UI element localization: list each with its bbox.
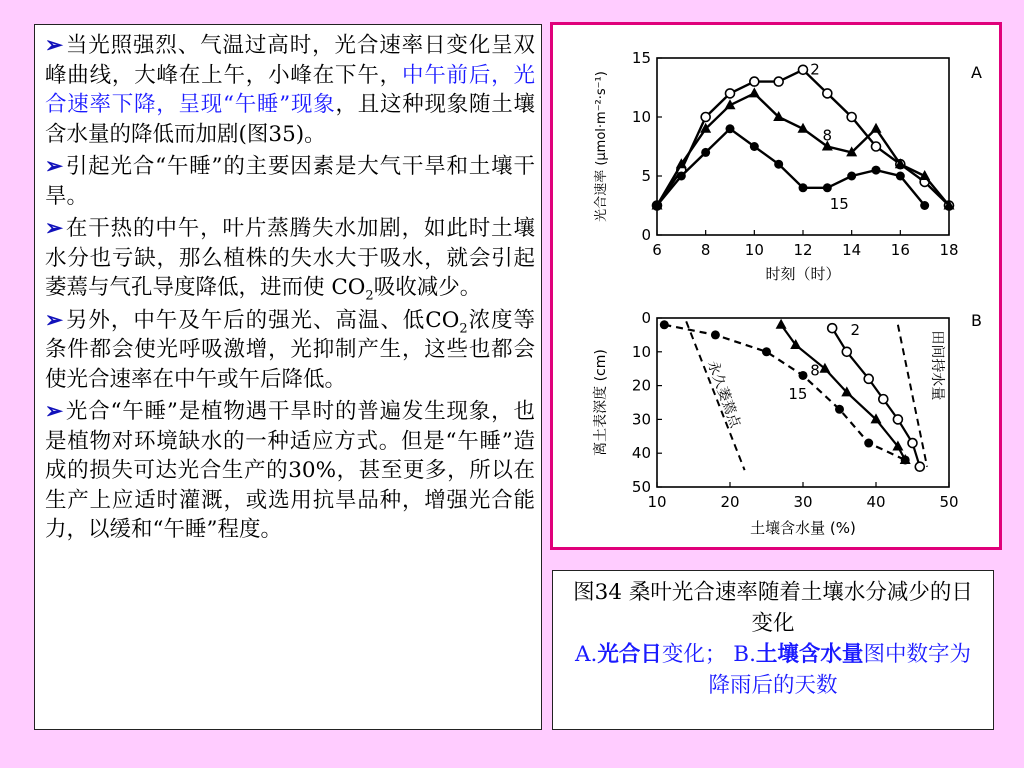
data-point: [653, 201, 662, 210]
data-point: [908, 439, 917, 448]
y-tick-label: 5: [641, 167, 651, 185]
data-point: [701, 113, 710, 122]
bullet-arrow-icon: ➢: [45, 154, 64, 179]
y-tick-label: 40: [631, 444, 651, 463]
data-point: [774, 160, 783, 169]
data-point: [660, 320, 669, 329]
caption-a-prefix: A.: [575, 642, 598, 667]
bullet-arrow-icon: ➢: [45, 307, 64, 333]
x-tick-label: 18: [939, 241, 959, 259]
bullet-paragraph: [45, 152, 535, 211]
bullet-paragraph: [45, 31, 535, 149]
bullet-paragraph: [45, 306, 535, 395]
data-point: [726, 89, 735, 98]
data-point: [749, 87, 760, 97]
caption-a-rest: 变化；: [661, 642, 727, 667]
x-tick-label: 10: [647, 493, 667, 511]
x-tick-label: 6: [652, 241, 662, 259]
data-point: [750, 77, 759, 86]
data-point: [847, 172, 856, 181]
data-point: [847, 113, 856, 122]
paragraph-text: 2: [365, 288, 374, 304]
data-point: [776, 319, 787, 329]
caption-b-prefix: B.: [733, 642, 756, 667]
paragraph-text: 引起光合“午睡”的主要因素是大气干旱和土壤干旱。: [45, 154, 535, 209]
y-tick-label: 10: [631, 342, 651, 361]
x-axis-label: 时刻（时）: [765, 265, 841, 283]
x-tick-label: 30: [793, 493, 813, 511]
data-point: [774, 77, 783, 86]
data-point: [828, 324, 837, 333]
data-point: [872, 166, 881, 175]
data-point: [799, 371, 808, 380]
panel-label-b: B: [971, 311, 982, 330]
panel-label-a: A: [971, 63, 982, 82]
figure-caption: [552, 570, 994, 730]
reference-label: 永久萎蔫点: [704, 358, 744, 430]
data-point: [711, 330, 720, 339]
y-tick-label: 20: [631, 376, 651, 395]
x-tick-label: 8: [700, 241, 711, 259]
data-point: [920, 201, 929, 210]
data-point: [677, 172, 686, 181]
bullet-paragraph: [45, 214, 535, 303]
series-label: 15: [829, 195, 849, 214]
series-label: 15: [788, 385, 808, 404]
bullet-arrow-icon: ➢: [45, 33, 64, 58]
bullet-arrow-icon: ➢: [45, 216, 64, 241]
series-label: 8: [822, 126, 833, 145]
x-tick-label: 14: [842, 241, 862, 259]
paragraph-text: ，且这种现象随土壤含水量的降低而加剧(图35)。: [45, 92, 535, 147]
data-point: [835, 405, 844, 414]
y-tick-label: 30: [631, 410, 651, 429]
paragraph-text: 光合“午睡”是植物遇干旱时的普遍发生现象，也是植物对环境缺水的一种适应方式。但是“午睡”造成的损失可达光合生产的30%，甚至更多，所以在生产上应适时灌溉，或选用抗旱品种，增强光合能力，以缓和“午睡”程度。: [45, 399, 535, 542]
caption-a-bold: 光合日: [597, 642, 662, 667]
data-point: [864, 374, 873, 383]
data-point: [901, 455, 910, 464]
data-point: [799, 183, 808, 192]
series-label: 2: [850, 320, 860, 339]
data-point: [879, 395, 888, 404]
reference-label: 田间持水量: [928, 330, 945, 401]
plot-frame-a: [657, 58, 949, 235]
data-point: [823, 89, 832, 98]
data-point: [896, 172, 905, 181]
x-tick-label: 12: [793, 241, 813, 259]
figure-panel: [550, 22, 1002, 550]
paragraph-text: 另外，中午及午后的强光、高温、低CO: [65, 307, 460, 333]
figure-svg: [553, 25, 999, 547]
caption-b-bold: 土壤含水量: [755, 642, 864, 667]
y-tick-label: 0: [641, 309, 651, 327]
paragraph-text: 在干热的中午，叶片蒸腾失水加剧，如此时土壤水分也亏缺，那么植株的失水大于吸水，就会引起萎蔫与气孔导度降低，进而使 CO: [45, 216, 535, 300]
data-point: [762, 347, 771, 356]
series-label: 2: [810, 60, 820, 79]
x-tick-label: 40: [866, 493, 886, 511]
data-point: [893, 415, 902, 424]
y-tick-label: 15: [631, 49, 651, 67]
y-tick-label: 10: [631, 108, 651, 126]
explanation-panel: [34, 24, 542, 730]
paragraph-text: 2: [459, 320, 468, 336]
y-tick-label: 0: [641, 226, 651, 244]
x-tick-label: 50: [939, 493, 959, 511]
series-label: 8: [810, 361, 820, 380]
paragraph-text: 浓度等条件都会使光呼吸激增，光抑制产生，这些也都会使光合速率在中午或午后降低。: [45, 307, 535, 392]
caption-title: 图34 桑叶光合速率随着土壤水分减少的日变化: [573, 580, 973, 636]
paragraph-text: 当光照强烈、气温过高时，光合速率日变化呈双峰曲线，大峰在上午，小峰在下午，: [45, 33, 535, 88]
paragraph-text: 吸收减少。: [373, 275, 482, 300]
x-tick-label: 10: [744, 241, 764, 259]
reference-line: [686, 321, 744, 470]
x-tick-label: 20: [720, 493, 740, 511]
highlight-text: 中午前后，光合速率下降，呈现“午睡”现象: [45, 62, 535, 117]
caption-legend: [567, 639, 979, 701]
data-point: [864, 439, 873, 448]
data-point: [872, 142, 881, 151]
y-axis-label: 光合速率 (μmol·m⁻²·s⁻¹): [594, 71, 609, 222]
caption-b-rest: 图中数字为降雨后的天数: [708, 642, 971, 698]
data-point: [726, 124, 735, 133]
bullet-arrow-icon: ➢: [45, 399, 64, 424]
data-point: [799, 65, 808, 74]
data-point: [823, 183, 832, 192]
data-point: [750, 142, 759, 151]
data-point: [871, 123, 882, 133]
bullet-paragraph: [45, 397, 535, 545]
y-axis-label: 离土表深度 (cm): [593, 349, 609, 456]
data-point: [842, 347, 851, 356]
y-tick-label: 50: [631, 478, 651, 496]
data-point: [701, 148, 710, 157]
data-point: [915, 462, 924, 471]
x-tick-label: 16: [890, 241, 910, 259]
x-axis-label: 土壤含水量 (%): [750, 519, 856, 537]
